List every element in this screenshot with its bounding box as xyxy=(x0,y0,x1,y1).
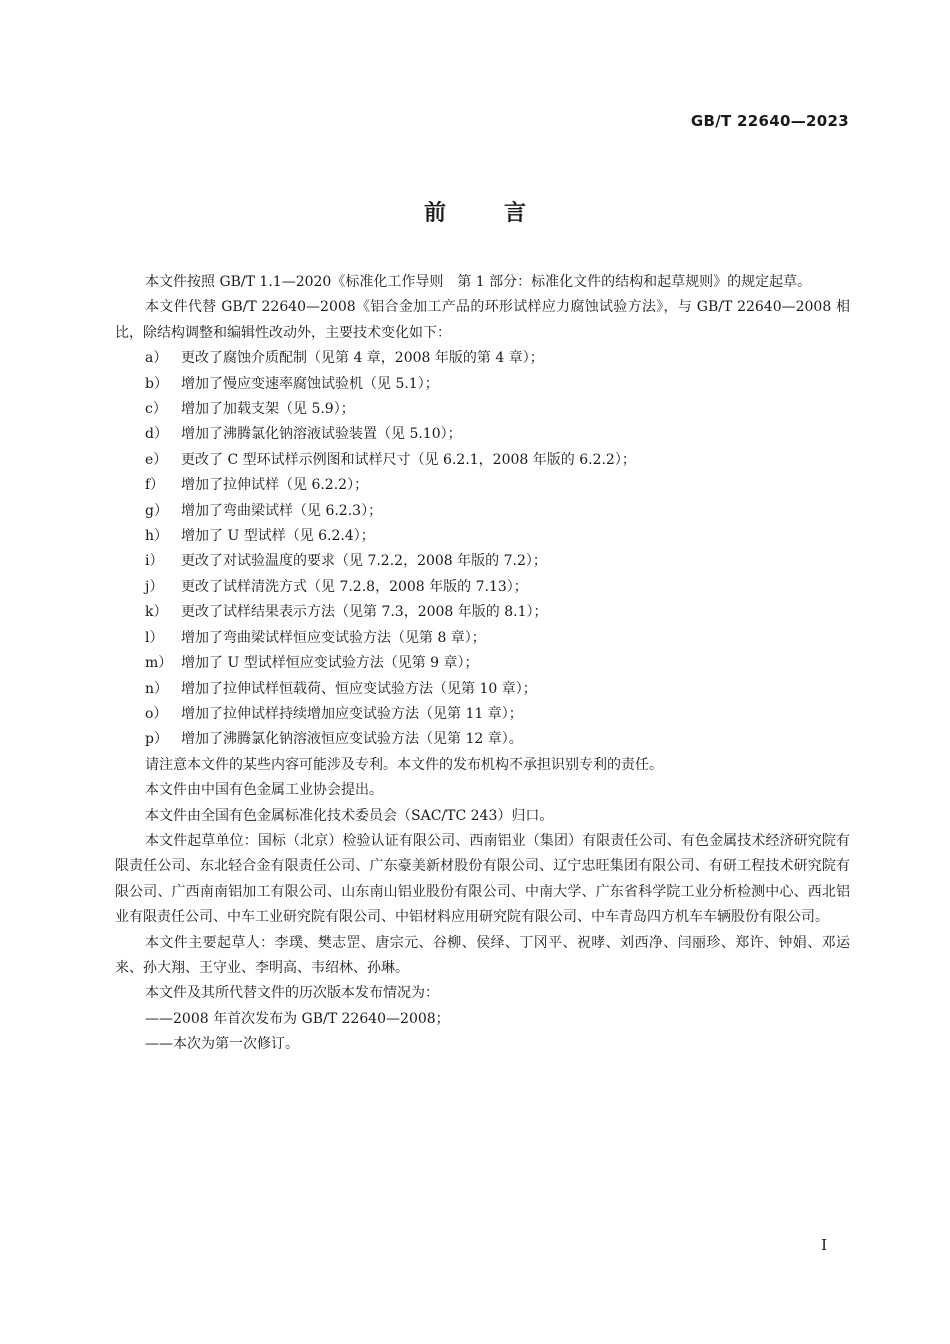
list-marker: o） xyxy=(145,705,168,722)
list-text: 增加了 U 型试样（见 6.2.4）； xyxy=(181,528,375,545)
list-marker: b） xyxy=(145,375,168,392)
paragraph-proposer: 本文件由中国有色金属工业协会提出。 xyxy=(145,782,383,799)
list-item xyxy=(115,702,850,727)
paragraph-committee: 本文件由全国有色金属标准化技术委员会（SAC/TC 243）归口。 xyxy=(145,807,554,824)
list-item xyxy=(115,499,850,524)
paragraph-drafting-units: 本文件起草单位：国标（北京）检验认证有限公司、西南铝业（集团）有限责任公司、有色金属技术经济研究院有限责任公司、东北轻合金有限责任公司、广东豪美新材股份有限公司、辽宁忠旺集团有限公司、有研工程技术研究院有限公司、广西南南铝加工有限公司、山东南山铝业股份有限公司、中南大学、广东省科学院工业分析检测中心、西北铝业有限责任公司、中车工业研究院有限公司、中铝材料应用研究院有限公司、中车青岛四方机车车辆股份有限公司。 xyxy=(115,832,850,926)
list-item xyxy=(115,677,850,702)
list-marker: a） xyxy=(145,350,168,367)
list-marker: l） xyxy=(145,629,164,646)
list-text: 更改了试样清洗方式（见 7.2.8，2008 年版的 7.13）； xyxy=(181,578,528,595)
section-title: 前言 xyxy=(423,201,584,226)
list-marker: g） xyxy=(145,502,168,519)
list-item xyxy=(115,422,850,447)
changes-list xyxy=(115,346,850,753)
list-text: 增加了慢应变速率腐蚀试验机（见 5.1）； xyxy=(181,375,439,392)
list-marker: i） xyxy=(145,553,164,570)
list-text: 更改了 C 型环试样示例图和试样尺寸（见 6.2.1，2008 年版的 6.2.2）； xyxy=(181,451,636,468)
list-marker: e） xyxy=(145,451,168,468)
list-text: 增加了沸腾氯化钠溶液试验装置（见 5.10）； xyxy=(181,426,462,443)
list-text: 增加了 U 型试样恒应变试验方法（见第 9 章）； xyxy=(181,655,479,672)
list-marker: p） xyxy=(145,731,168,748)
paragraph-drafters: 本文件主要起草人：李璞、樊志罡、唐宗元、谷柳、侯绎、丁冈平、祝哮、刘西净、闫丽珍、郑许、钟娟、邓运来、孙大翔、王守业、李明高、韦绍林、孙琳。 xyxy=(115,934,850,976)
list-marker: f） xyxy=(145,477,165,494)
list-text: 增加了加载支架（见 5.9）； xyxy=(181,401,355,418)
list-item xyxy=(115,600,850,625)
list-text: 增加了拉伸试样持续增加应变试验方法（见第 11 章）； xyxy=(181,705,523,722)
document-body xyxy=(115,270,850,1058)
list-item xyxy=(115,346,850,371)
list-marker: k） xyxy=(145,604,168,621)
list-marker: n） xyxy=(145,680,169,697)
list-item xyxy=(115,524,850,549)
history-item: ——2008 年首次发布为 GB/T 22640—2008； xyxy=(145,1010,450,1027)
list-text: 更改了试样结果表示方法（见第 7.3，2008 年版的 8.1）； xyxy=(181,604,548,621)
list-item xyxy=(115,651,850,676)
list-marker: d） xyxy=(145,426,168,443)
list-item xyxy=(115,397,850,422)
list-marker: j） xyxy=(145,578,164,595)
paragraph-replacement: 本文件代替 GB/T 22640—2008《铝合金加工产品的环形试样应力腐蚀试验方法》，与 GB/T 22640—2008 相比，除结构调整和编辑性改动外，主要技术变化如下： xyxy=(115,299,850,341)
list-text: 增加了弯曲梁试样（见 6.2.3）； xyxy=(181,502,383,519)
paragraph-drafting-rules: 本文件按照 GB/T 1.1—2020《标准化工作导则 第 1 部分：标准化文件的结构和起草规则》的规定起草。 xyxy=(145,274,812,290)
list-item xyxy=(115,575,850,600)
list-text: 增加了拉伸试样恒载荷、恒应变试验方法（见第 10 章）； xyxy=(181,680,537,697)
list-item xyxy=(115,473,850,498)
list-text: 增加了弯曲梁试样恒应变试验方法（见第 8 章）； xyxy=(181,629,486,646)
list-item xyxy=(115,448,850,473)
history-list xyxy=(115,1007,850,1058)
list-marker: h） xyxy=(145,528,169,545)
document-code: GB/T 22640—2023 xyxy=(690,112,849,130)
list-marker: c） xyxy=(145,401,167,418)
list-text: 增加了沸腾氯化钠溶液恒应变试验方法（见第 12 章）。 xyxy=(181,731,523,748)
page-number: I xyxy=(821,1236,827,1254)
list-item xyxy=(115,549,850,574)
list-text: 更改了对试验温度的要求（见 7.2.2，2008 年版的 7.2）； xyxy=(181,553,547,570)
list-item xyxy=(115,626,850,651)
list-text: 增加了拉伸试样（见 6.2.2）； xyxy=(181,477,369,494)
list-marker: m） xyxy=(145,655,173,672)
history-item: ——本次为第一次修订。 xyxy=(145,1036,299,1053)
paragraph-patent-notice: 请注意本文件的某些内容可能涉及专利。本文件的发布机构不承担识别专利的责任。 xyxy=(145,756,663,773)
paragraph-history-intro: 本文件及其所代替文件的历次版本发布情况为： xyxy=(145,985,439,1002)
list-text: 更改了腐蚀介质配制（见第 4 章，2008 年版的第 4 章）； xyxy=(181,350,544,367)
list-item xyxy=(115,727,850,752)
list-item xyxy=(115,372,850,397)
